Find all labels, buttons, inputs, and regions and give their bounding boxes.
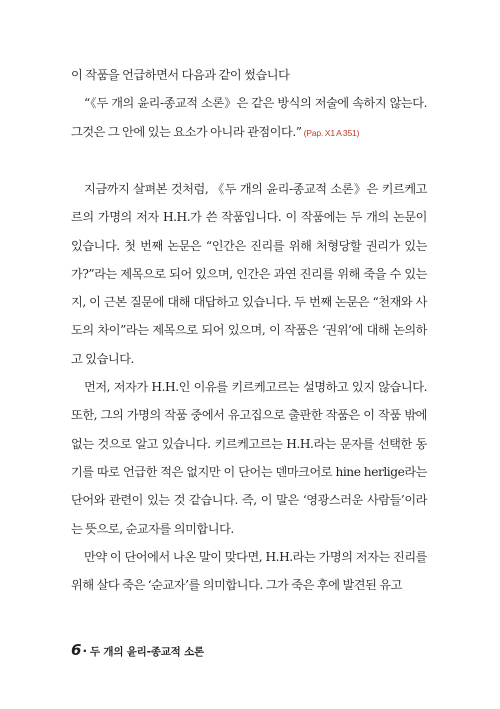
quote-intro: 이 작품을 언급하면서 다음과 같이 썼습니다 (71, 68, 290, 82)
body-paragraph-1: 지금까지 살펴본 것처럼, 《두 개의 윤리-종교적 소론》은 키르케고르의 가명의 저자 H.H.가 쓴 작품입니다. 이 작품에는 두 개의 논문이 있습니다. 첫 번째 논문은 “인간은 진리를 위해 처형당할 권리가 있는가?”라는 제목으로 되어 있으며, 인간은 과연 진리를 위해 죽을 수 있는지, 이 근본 질문에 대해 대답하고 있습니다. 두 번째 논문은 “천재와 사도의 차이”라는 제목으로 되어 있으며, 이 작품은 ‘권위’에 대해 논의하고 있습니다. (71, 182, 427, 366)
running-title: 두 개의 윤리-종교적 소론 (90, 646, 204, 658)
quote-citation: (Pap. X1 A 351) (303, 127, 360, 138)
page-number: 6 (71, 641, 82, 659)
quote-text: “《두 개의 윤리-종교적 소론》은 같은 방식의 저술에 속하지 않는다. 그것은 그 안에 있는 요소가 아니라 관점이다.” (71, 96, 427, 139)
quote-paragraph (71, 89, 427, 147)
body-section (71, 175, 427, 599)
quote-section (71, 61, 427, 147)
page-footer (71, 641, 204, 661)
body-paragraph-2: 먼저, 저자가 H.H.인 이유를 키르케고르는 설명하고 있지 않습니다. 또한, 그의 가명의 작품 중에서 유고집으로 출판한 작품은 이 작품 밖에 없는 것으로 알고 있습니다. 키르케고르는 H.H.라는 문자를 선택한 동기를 따로 언급한 적은 없지만 이 단어는 덴마크어로 hine herlige라는 단어와 관련이 있는 것 같습니다. 즉, 이 말은 ‘영광스러운 사람들’이라는 뜻으로, 순교자를 의미합니다. (71, 380, 427, 536)
footer-separator: · (82, 644, 87, 658)
body-paragraph-3: 만약 이 단어에서 나온 말이 맞다면, H.H.라는 가명의 저자는 진리를 위해 살다 죽은 ‘순교자’를 의미합니다. 그가 죽은 후에 발견된 유고 (71, 549, 427, 593)
